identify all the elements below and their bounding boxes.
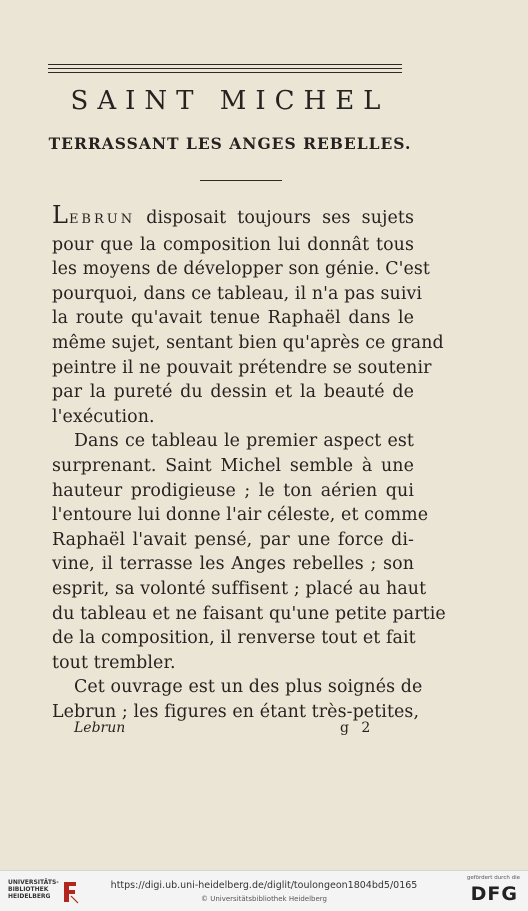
text-line: même sujet, sentant bien qu'après ce grand (52, 332, 444, 353)
top-rule (48, 64, 402, 65)
text-line: surprenant. Saint Michel semble à une (52, 455, 414, 476)
text-line: par la pureté du dessin et la beauté de (52, 382, 414, 403)
text-line: vine, il terrasse les Anges rebelles ; son (52, 554, 414, 575)
paragraph-3 (52, 675, 423, 724)
funding-label: gefördert durch die (466, 875, 520, 881)
copyright-notice: © Universitätsbibliothek Heidelberg (200, 895, 327, 903)
viewer-footer-bar (0, 870, 528, 911)
text-line: l'exécution. (52, 406, 155, 427)
drop-capital: L (52, 201, 69, 229)
paragraph-1 (52, 201, 444, 429)
permalink-url[interactable]: https://digi.ub.uni-heidelberg.de/diglit/toulongeon1804bd5/0165 (110, 880, 418, 891)
text-line: pour que la composition lui donnât tous (52, 234, 414, 255)
text-line: la route qu'avait tenue Raphaël dans le (52, 308, 414, 329)
top-rule (48, 68, 402, 69)
text-line: du tableau et ne faisant qu'une petite partie (52, 603, 446, 624)
text-line: Raphaël l'avait pensé, par une force di- (52, 529, 414, 550)
top-rule (48, 72, 402, 73)
text-line: Cet ouvrage est un des plus soignés de (74, 677, 423, 698)
text-line: LEBRUN disposait toujours ses sujets (52, 201, 414, 229)
text-line: Lebrun ; les figures en étant très-petites, (52, 701, 420, 722)
title-separator (200, 180, 282, 181)
text-line: les moyens de développer son génie. C'est (52, 259, 431, 280)
small-caps-word: EBRUN (68, 212, 136, 227)
text-line: peintre il ne pouvait prétendre se soutenir (52, 357, 432, 378)
institution-name: UNIVERSITÄTS- BIBLIOTHEK HEIDELBERG (8, 879, 59, 900)
signature-mark: Lebrun (74, 720, 126, 736)
page-title: SAINT MICHEL (70, 86, 390, 116)
text-line: tout trembler. (52, 652, 176, 673)
text-line: Dans ce tableau le premier aspect est (74, 431, 414, 452)
body-text (52, 201, 446, 724)
page-subtitle: TERRASSANT LES ANGES REBELLES. (48, 134, 412, 153)
text-line: hauteur prodigieuse ; le ton aérien qui (52, 480, 414, 501)
paragraph-2 (52, 429, 446, 675)
text-line: esprit, sa volonté suffisent ; placé au haut (52, 578, 427, 599)
text-line: pourquoi, dans ce tableau, il n'a pas suivi (52, 283, 423, 304)
dfg-logo[interactable]: DFG (470, 883, 518, 905)
gathering-mark: g 2 (340, 720, 375, 736)
text-line: l'entoure lui donne l'air céleste, et comme (52, 505, 429, 526)
text-line: de la composition, il renverse tout et fait (52, 628, 416, 649)
